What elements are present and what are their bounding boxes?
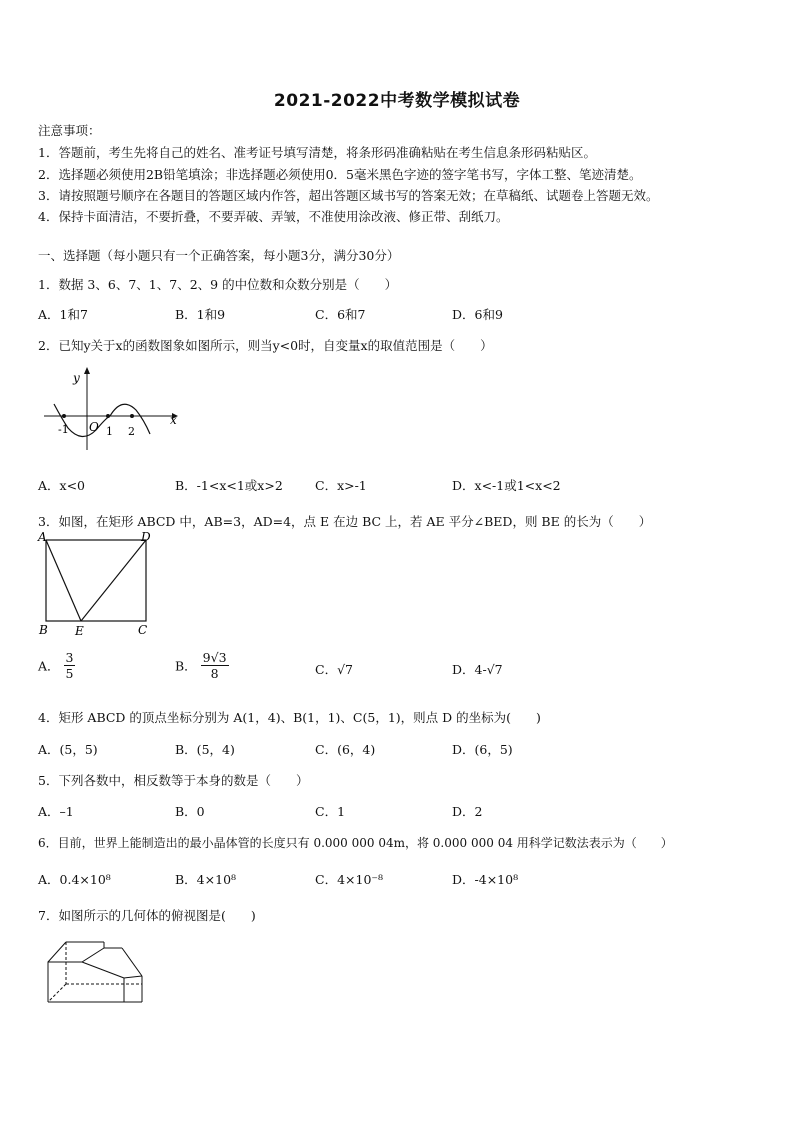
q1-option-c: C．6和7 [315,307,366,322]
notice-item-3: 3．请按照题号顺序在各题目的答题区域内作答，超出答题区域书写的答案无效；在草稿纸、试题卷上答题无效。 [38,188,659,203]
q6-option-c: C．4×10⁻⁸ [315,872,384,887]
q3-option-b-prefix: B． [175,658,197,674]
origin-label: O [89,420,99,434]
notice-item-4: 4．保持卡面清洁，不要折叠，不要弄破、弄皱，不准使用涂改液、修正带、刮纸刀。 [38,209,509,224]
question-4-stem: 4．矩形 ABCD 的顶点坐标分别为 A(1，4)、B(1，1)、C(5，1)，则点 D 的坐标为( ) [38,710,541,725]
solid-edge-slope-front [82,962,124,978]
notice-heading: 注意事项： [38,123,101,138]
vertex-c-label: C [138,623,148,637]
q3-option-d: D．4-√7 [452,662,503,677]
q3-option-b-fraction [201,650,229,681]
q2-option-c: C．x>-1 [315,478,367,493]
segment-ed [81,540,146,621]
y-axis-label: y [73,371,80,385]
point-2 [130,414,134,418]
q5-option-d: D．2 [452,804,483,819]
q3-option-b-numerator: 9√3 [202,650,227,665]
q1-option-d: D．6和9 [452,307,503,322]
solid-hidden-edge-depth [48,984,66,1002]
solid-edge-left-depth [48,942,66,962]
point-e-label: E [75,624,84,638]
q3-option-c: C．√7 [315,662,353,677]
q3-option-a [38,650,75,681]
q2-option-d: D．x<-1或1<x<2 [452,478,561,493]
q4-option-b: B．(5，4) [175,742,235,757]
solid-edge-right-top [124,976,142,978]
q5-option-a: A．–1 [38,804,74,819]
tick-label-1: 1 [106,425,113,438]
question-3-stem: 3．如图，在矩形 ABCD 中，AB=3，AD=4，点 E 在边 BC 上，若 AE 平分∠BED，则 BE 的长为（ ） [38,514,652,529]
question-6-stem: 6．目前，世界上能制造出的最小晶体管的长度只有 0.000 000 04m，将 0.000 000 04 用科学记数法表示为（ ） [38,836,673,850]
tick-label-neg1: -1 [58,423,69,436]
q6-option-d: D．-4×10⁸ [452,872,519,887]
solid-edge-slope-back [122,948,142,976]
rectangle-abcd [46,540,146,621]
solid-edge-top-front [48,948,104,1002]
q4-option-c: C．(6，4) [315,742,376,757]
rectangle-figure [36,530,156,642]
question-1-stem: 1．数据 3、6、7、1、7、2、9 的中位数和众数分别是（ ） [38,277,398,292]
q2-option-a: A．x<0 [38,478,86,493]
vertex-b-label: B [39,623,48,637]
q6-option-a: A．0.4×10⁸ [38,872,111,887]
q2-option-b: B．-1<x<1或x>2 [175,478,283,493]
question-2-stem: 2．已知y关于x的函数图象如图所示，则当y<0时，自变量x的取值范围是（ ） [38,338,493,353]
question-7-stem: 7．如图所示的几何体的俯视图是( ) [38,908,256,923]
segment-ae [46,540,81,621]
section-heading: 一、选择题（每小题只有一个正确答案，每小题3分，满分30分） [38,248,400,263]
q3-option-a-numerator: 3 [65,650,74,665]
vertex-a-label: A [38,530,47,544]
x-axis-label: x [170,413,177,427]
q3-option-b [175,650,229,681]
point-neg1 [62,414,66,418]
exam-title: 2021-2022中考数学模拟试卷 [273,91,521,111]
q4-option-a: A．(5，5) [38,742,98,757]
y-axis-arrow [84,367,90,374]
q5-option-c: C．1 [315,804,346,819]
question-5-stem: 5．下列各数中，相反数等于本身的数是（ ） [38,773,309,788]
tick-label-2: 2 [128,425,135,438]
notice-item-1: 1．答题前，考生先将自己的姓名、准考证号填写清楚，将条形码准确粘贴在考生信息条形码粘贴区。 [38,145,596,160]
vertex-d-label: D [141,530,151,544]
geometric-solid-figure [44,936,150,1006]
q4-option-d: D．(6，5) [452,742,513,757]
q1-option-b: B．1和9 [175,307,226,322]
q3-option-a-fraction [64,650,76,681]
function-graph-figure [40,364,190,456]
q3-option-a-prefix: A． [38,658,60,674]
q3-option-b-denominator: 8 [210,666,219,681]
q3-option-a-denominator: 5 [65,666,74,681]
notice-item-2: 2．选择题必须使用2B铅笔填涂；非选择题必须使用0．5毫米黑色字迹的签字笔书写，字体工整、笔迹清楚。 [38,167,642,182]
q6-option-b: B．4×10⁸ [175,872,237,887]
q5-option-b: B．0 [175,804,205,819]
q1-option-a: A．1和7 [38,307,88,322]
point-1 [106,414,110,418]
